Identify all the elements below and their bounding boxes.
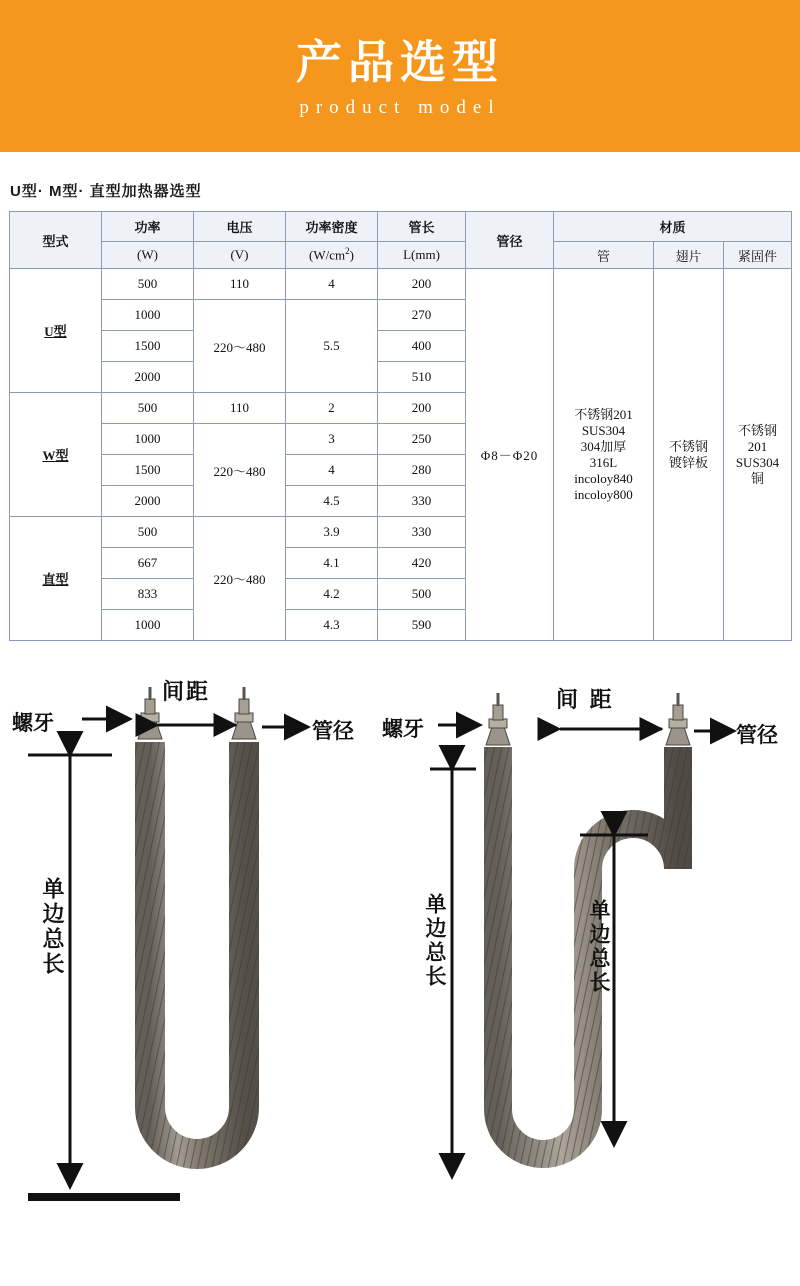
- label-left-diameter: 管径: [312, 719, 354, 743]
- cell-power: 500: [102, 269, 194, 300]
- cell-material-tube: [554, 269, 654, 641]
- cell-power: 1000: [102, 610, 194, 641]
- cell-power: 1500: [102, 455, 194, 486]
- material-fastener-line-2: 201: [747, 438, 768, 454]
- cell-diameter: Φ8－Φ20: [466, 269, 554, 641]
- material-fastener-line-4: 铜: [751, 470, 765, 486]
- sub-header-fin: 翅片: [654, 242, 724, 269]
- material-tube-line-3: 304加厚: [580, 438, 627, 454]
- material-fin-line-2: 镀锌板: [668, 454, 708, 470]
- cell-length: 200: [378, 269, 466, 300]
- label-right-thread: 螺牙: [382, 717, 424, 741]
- material-fastener-line-3: SUS304: [735, 454, 780, 470]
- col-header-diameter: 管径: [466, 212, 554, 269]
- material-fastener-line-1: 不锈钢: [738, 422, 778, 438]
- material-tube-line-2: SUS304: [581, 422, 626, 438]
- cell-density: 4.3: [286, 610, 378, 641]
- cell-power: 667: [102, 548, 194, 579]
- cell-power: 2000: [102, 486, 194, 517]
- page-title-en: product model: [299, 97, 501, 118]
- cell-material-fastener: [724, 269, 792, 641]
- page-header: [0, 0, 800, 152]
- cell-power: 2000: [102, 362, 194, 393]
- row-type-u: U型: [10, 269, 102, 393]
- cell-voltage: 110: [194, 269, 286, 300]
- material-tube-line-4: 316L: [589, 454, 618, 470]
- cell-density: 3.9: [286, 517, 378, 548]
- unit-length: L(mm): [378, 242, 466, 269]
- label-left-thread: 螺牙: [12, 711, 54, 735]
- label-right-total-length-inner: 单边总长: [587, 899, 611, 995]
- sub-header-tube: 管: [554, 242, 654, 269]
- col-header-length: 管长: [378, 212, 466, 242]
- cell-voltage: 110: [194, 393, 286, 424]
- col-header-material: 材质: [554, 212, 792, 242]
- row-type-straight: 直型: [10, 517, 102, 641]
- cell-voltage: 220～480: [194, 517, 286, 641]
- cell-length: 590: [378, 610, 466, 641]
- cell-length: 250: [378, 424, 466, 455]
- material-tube-line-6: incoloy800: [574, 486, 633, 502]
- cell-length: 330: [378, 517, 466, 548]
- cell-material-fin: [654, 269, 724, 641]
- cell-density: 4: [286, 269, 378, 300]
- section-title: U型· M型· 直型加热器选型: [10, 183, 202, 200]
- label-left-total-length: 单边总长: [39, 877, 64, 977]
- material-tube-line-1: 不锈钢201: [574, 406, 633, 422]
- cell-length: 500: [378, 579, 466, 610]
- unit-voltage: (V): [194, 242, 286, 269]
- col-header-voltage: 电压: [194, 212, 286, 242]
- cell-power: 500: [102, 393, 194, 424]
- cell-voltage: 220～480: [194, 424, 286, 517]
- material-tube-line-5: incoloy840: [574, 470, 633, 486]
- col-header-type: 型式: [10, 212, 102, 269]
- product-diagram: [0, 647, 800, 1267]
- cell-length: 330: [378, 486, 466, 517]
- cell-length: 200: [378, 393, 466, 424]
- cell-density: 2: [286, 393, 378, 424]
- cell-voltage: 220～480: [194, 300, 286, 393]
- cell-power: 833: [102, 579, 194, 610]
- cell-density: 4.2: [286, 579, 378, 610]
- unit-density: $(W/cm^2)$: [286, 242, 378, 269]
- col-header-power: 功率: [102, 212, 194, 242]
- cell-density: 5.5: [286, 300, 378, 393]
- cell-length: 400: [378, 331, 466, 362]
- cell-power: 1000: [102, 300, 194, 331]
- label-right-spacing: 间 距: [556, 688, 614, 713]
- cell-length: 270: [378, 300, 466, 331]
- label-right-total-length-outer: 单边总长: [423, 893, 447, 989]
- sub-header-fastener: 紧固件: [724, 242, 792, 269]
- left-heater-element: [28, 687, 308, 1201]
- cell-density: 4.1: [286, 548, 378, 579]
- spec-table: [9, 211, 792, 641]
- unit-power: (W): [102, 242, 194, 269]
- label-right-diameter: 管径: [736, 723, 778, 747]
- table-row: [10, 269, 792, 300]
- cell-length: 510: [378, 362, 466, 393]
- row-type-w: W型: [10, 393, 102, 517]
- label-left-spacing: 间距: [162, 680, 211, 705]
- cell-power: 1500: [102, 331, 194, 362]
- cell-density: 4.5: [286, 486, 378, 517]
- right-heater-element: [430, 693, 734, 1177]
- cell-length: 420: [378, 548, 466, 579]
- col-header-density: 功率密度: [286, 212, 378, 242]
- cell-power: 1000: [102, 424, 194, 455]
- cell-density: 4: [286, 455, 378, 486]
- page-title-cn: 产品选型: [296, 35, 504, 89]
- cell-density: 3: [286, 424, 378, 455]
- material-fin-line-1: 不锈钢: [668, 438, 708, 454]
- cell-length: 280: [378, 455, 466, 486]
- cell-power: 500: [102, 517, 194, 548]
